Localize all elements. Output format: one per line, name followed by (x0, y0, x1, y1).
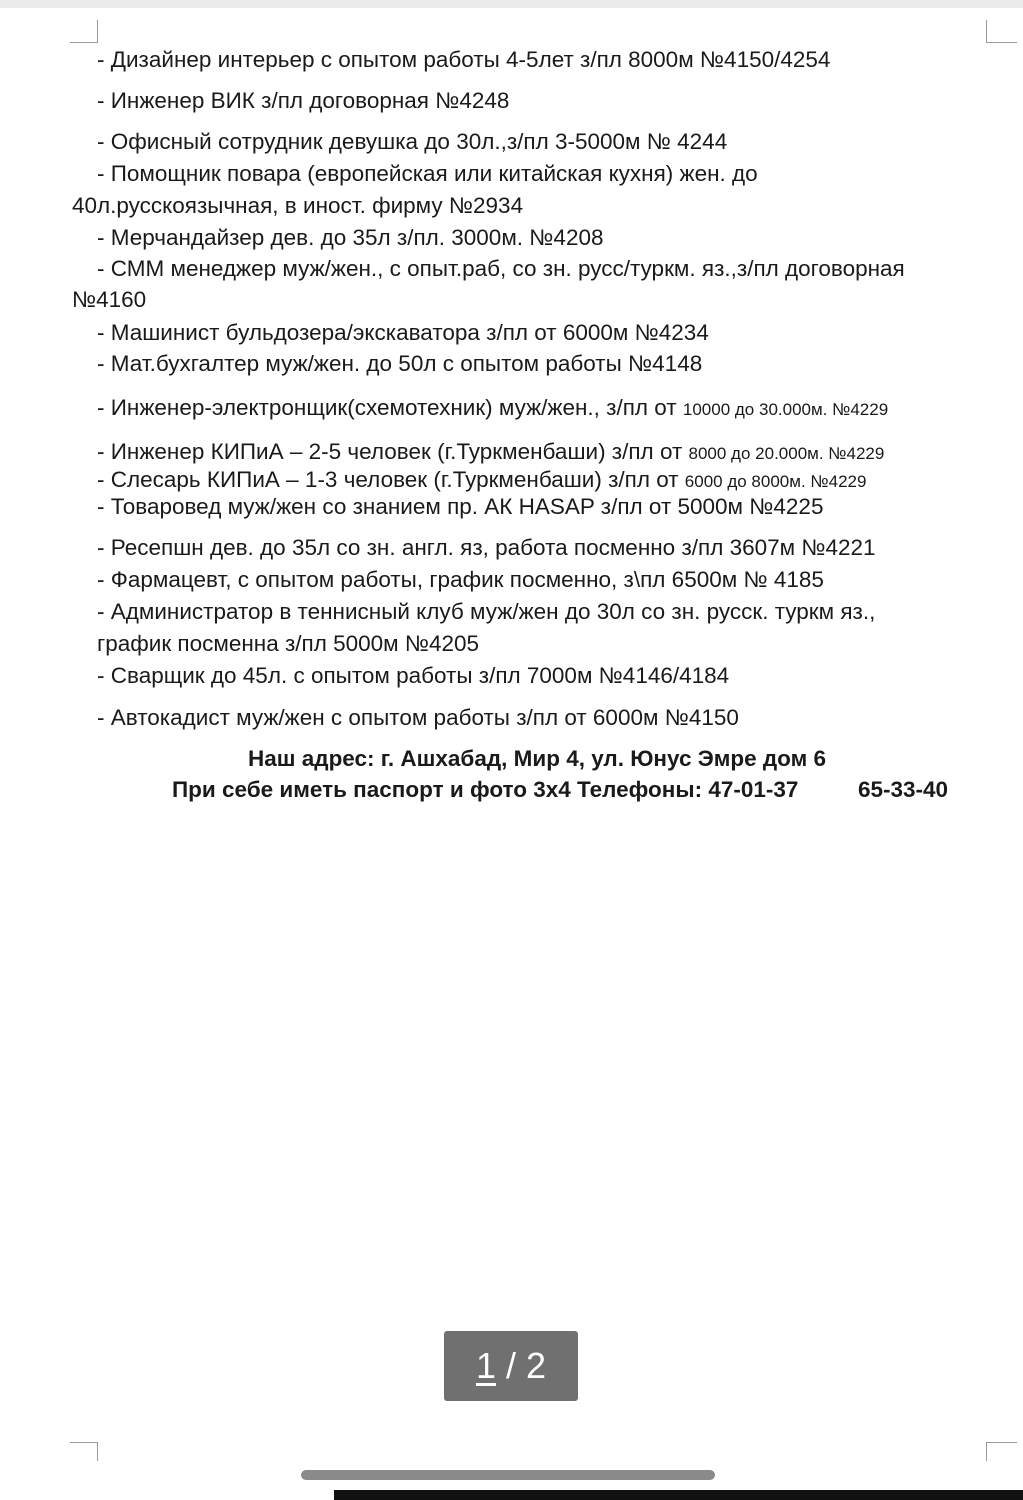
job-line-salary-small: 6000 до 8000м. №4229 (684, 472, 867, 491)
job-line: - Машинист бульдозера/экскаватора з/пл от 6000м №4234 (97, 320, 709, 345)
crop-mark-top-left (70, 20, 98, 43)
job-line: - Дизайнер интерьер с опытом работы 4-5лет з/пл 8000м №4150/4254 (97, 47, 831, 72)
status-strip (0, 0, 1023, 8)
crop-mark-bottom-left (70, 1442, 98, 1461)
job-line: - Мат.бухгалтер муж/жен. до 50л с опытом работы №4148 (97, 351, 703, 376)
job-line: график посменна з/пл 5000м №4205 (97, 631, 480, 656)
total-pages: 2 (526, 1345, 547, 1386)
job-line-salary-small: 10000 до 30.000м. №4229 (682, 400, 889, 419)
job-line: 40л.русскоязычная, в иност. фирму №2934 (72, 193, 524, 218)
job-line: - Офисный сотрудник девушка до 30л.,з/пл 3-5000м № 4244 (97, 129, 728, 154)
job-line-text: - Слесарь КИПиА – 1-3 человек (г.Туркменбаши) з/пл от (97, 467, 685, 492)
job-line: - СММ менеджер муж/жен., с опыт.раб, со зн. русс/туркм. яз.,з/пл договорная (97, 256, 905, 281)
job-line-text: - Инженер-электронщик(схемотехник) муж/жен., з/пл от (97, 395, 683, 420)
job-line: - Автокадист муж/жен с опытом работы з/пл от 6000м №4150 (97, 705, 739, 730)
page-separator: / (495, 1345, 526, 1386)
job-line-text: - Инженер КИПиА – 2-5 человек (г.Туркменбаши) з/пл от (97, 439, 689, 464)
job-line: - Товаровед муж/жен со знанием пр. АК HASAP з/пл от 5000м №4225 (97, 494, 824, 519)
docs-phones-line: При себе иметь паспорт и фото 3х4 Телефоны: 47-01-37 (172, 777, 799, 802)
job-line: - Администратор в теннисный клуб муж/жен до 30л со зн. русск. туркм яз., (97, 599, 876, 624)
current-page: 1 (475, 1345, 496, 1386)
crop-mark-bottom-right (986, 1442, 1017, 1461)
job-line: - Ресепшн дев. до 35л со зн. англ. яз, работа посменно з/пл 3607м №4221 (97, 535, 876, 560)
job-line: - Мерчандайзер дев. до 35л з/пл. 3000м. №4208 (97, 225, 604, 250)
job-line (97, 393, 888, 425)
job-line: №4160 (72, 287, 147, 312)
bottom-edge-bar (334, 1490, 1023, 1500)
job-line: - Сварщик до 45л. с опытом работы з/пл 7000м №4146/4184 (97, 663, 730, 688)
job-line-salary-small: 8000 до 20.000м. №4229 (688, 444, 885, 463)
page-indicator[interactable] (444, 1331, 578, 1401)
crop-mark-top-right (986, 20, 1017, 43)
job-line: - Помощник повара (европейская или китайская кухня) жен. до (97, 161, 758, 186)
home-indicator[interactable] (301, 1470, 715, 1480)
job-line: - Инженер ВИК з/пл договорная №4248 (97, 88, 510, 113)
phone-number: 65-33-40 (858, 777, 949, 802)
address-line: Наш адрес: г. Ашхабад, Мир 4, ул. Юнус Эмре дом 6 (248, 746, 827, 771)
job-line: - Фармацевт, с опытом работы, график посменно, з\пл 6500м № 4185 (97, 567, 824, 592)
